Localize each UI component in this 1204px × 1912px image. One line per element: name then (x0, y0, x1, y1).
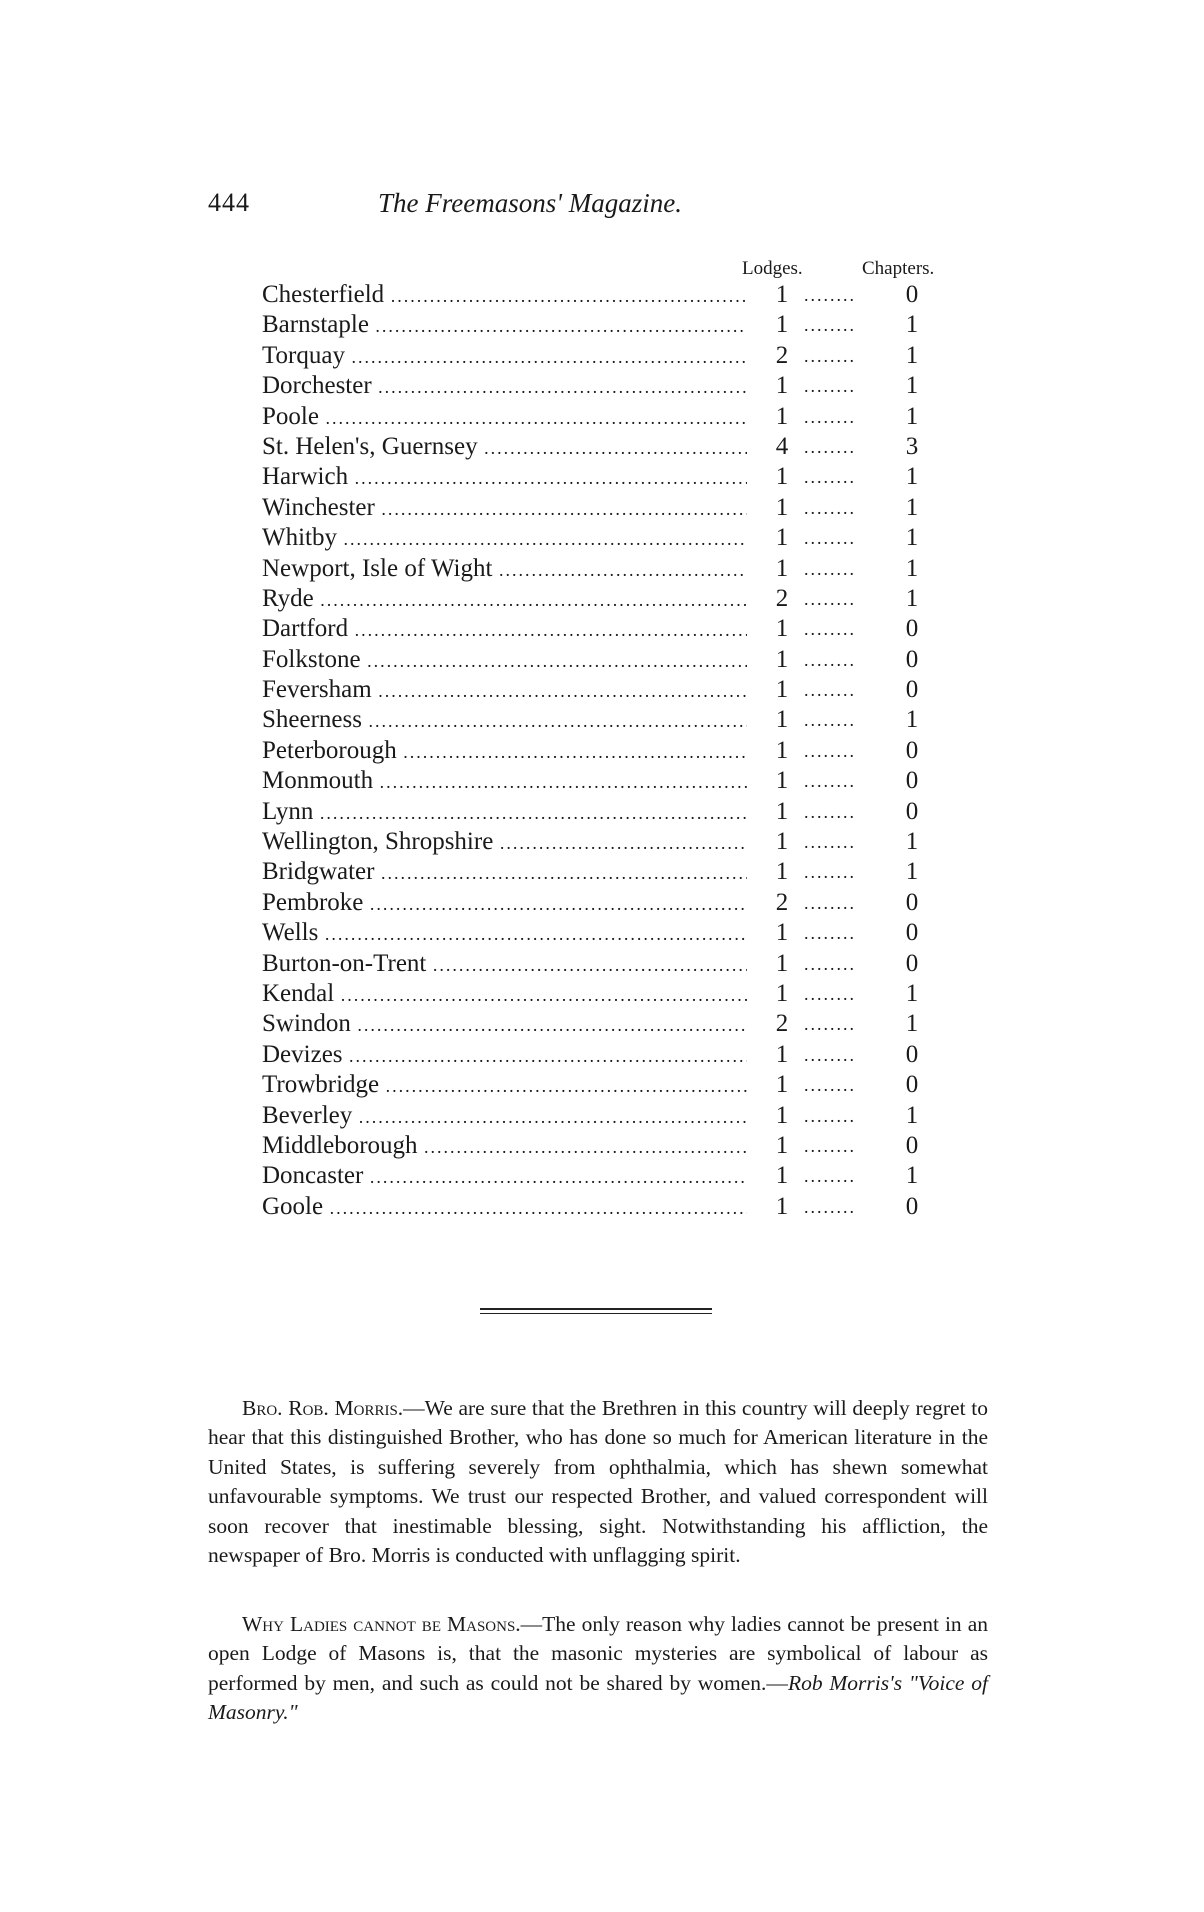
town-name: Monmouth ..... (262, 766, 747, 797)
chapters-count: 1 (905, 828, 919, 856)
leader-dots: ........ (804, 1196, 856, 1217)
town-name: Devizes ..... (262, 1040, 747, 1071)
chapters-count: 1 (905, 858, 919, 886)
table-row (262, 1009, 1002, 1039)
table-row (262, 645, 1002, 675)
table-row (262, 736, 1002, 766)
lodges-count: 1 (775, 615, 789, 643)
table-row (262, 1192, 1002, 1222)
town-name: Poole ..... (262, 402, 747, 433)
table-row (262, 857, 1002, 887)
town-name: Swindon ..... (262, 1009, 747, 1040)
table-row (262, 1131, 1002, 1161)
leader-dots: ........ (804, 436, 856, 457)
chapters-count: 0 (905, 1071, 919, 1099)
chapters-count: 0 (905, 645, 919, 673)
lodges-count: 1 (775, 281, 789, 308)
lodges-count: 1 (775, 645, 789, 673)
page-title: The Freemasons' Magazine. (378, 188, 682, 218)
leader-dots: ........ (804, 923, 856, 944)
chapters-count: 1 (905, 341, 919, 369)
lodges-count: 1 (775, 463, 789, 491)
article-rob-morris (208, 1394, 988, 1571)
lodges-count: 1 (775, 1131, 789, 1159)
lodges-count: 1 (775, 858, 789, 886)
leader-dots: ........ (804, 1014, 856, 1035)
chapters-count: 1 (905, 979, 919, 1007)
chapters-count: 1 (905, 706, 919, 734)
chapters-count: 0 (905, 797, 919, 825)
lodges-count: 1 (775, 828, 789, 856)
page-number: 444 (208, 188, 250, 217)
leader-dots: ........ (804, 467, 856, 488)
lodges-column-header: Lodges. (742, 258, 803, 279)
lodges-count: 4 (775, 432, 789, 460)
lodges-count: 2 (775, 1010, 789, 1038)
leader-dots: ........ (804, 710, 856, 731)
lodges-count: 1 (775, 949, 789, 977)
town-name: Goole ..... (262, 1192, 747, 1223)
town-name: Wellington, Shropshire ..... (262, 827, 747, 858)
lodges-count: 1 (775, 311, 789, 339)
leader-dots: ........ (804, 376, 856, 397)
town-name: Peterborough ..... (262, 736, 747, 767)
table-column-headers (730, 258, 1010, 280)
lodges-count: 1 (775, 919, 789, 947)
table-row (262, 554, 1002, 584)
section-divider-thin (480, 1313, 712, 1314)
lodges-count: 1 (775, 736, 789, 764)
table-row (262, 918, 1002, 948)
table-row (262, 584, 1002, 614)
table-row (262, 1161, 1002, 1191)
lodges-count: 1 (775, 554, 789, 582)
leader-dots: ........ (804, 862, 856, 883)
leader-dots: ........ (804, 497, 856, 518)
leader-dots: ........ (804, 801, 856, 822)
table-row (262, 523, 1002, 553)
article-source: Rob Morris's "Voice of Masonry." (208, 1670, 988, 1724)
chapters-count: 1 (905, 493, 919, 521)
chapters-count: 0 (905, 676, 919, 704)
table-row (262, 493, 1002, 523)
town-name: Newport, Isle of Wight ..... (262, 554, 747, 585)
lodges-count: 1 (775, 1192, 789, 1220)
leader-dots: ........ (804, 406, 856, 427)
town-name: Burton-on-Trent ..... (262, 949, 747, 980)
lodges-count: 1 (775, 1162, 789, 1190)
lodges-count: 1 (775, 372, 789, 400)
table-row (262, 614, 1002, 644)
chapters-count: 0 (905, 1192, 919, 1220)
lodges-count: 1 (775, 493, 789, 521)
lodges-count: 1 (775, 676, 789, 704)
table-row (262, 1070, 1002, 1100)
table-row (262, 1101, 1002, 1131)
leader-dots: ........ (804, 892, 856, 913)
chapters-count: 0 (905, 281, 919, 308)
table-row (262, 371, 1002, 401)
town-name: Torquay ..... (262, 341, 747, 372)
table-row (262, 797, 1002, 827)
chapters-count: 1 (905, 1162, 919, 1190)
leader-dots: ........ (804, 983, 856, 1004)
town-name: Whitby ..... (262, 523, 747, 554)
town-name: Middleborough ..... (262, 1131, 747, 1162)
table-row (262, 675, 1002, 705)
lodges-count: 1 (775, 1040, 789, 1068)
town-name: Trowbridge ..... (262, 1070, 747, 1101)
town-name: Ryde ..... (262, 584, 747, 615)
chapters-count: 0 (905, 1131, 919, 1159)
article-body: —The only reason why ladies cannot be present in an open Lodge of Masons is, that the masonic mysteries are symbolical of labour as performed by men, and such as could not be shared by women.— (208, 1611, 988, 1695)
table-row (262, 888, 1002, 918)
leader-dots: ........ (804, 740, 856, 761)
town-name: Barnstaple ..... (262, 310, 747, 341)
chapters-count: 0 (905, 736, 919, 764)
leader-dots: ........ (804, 315, 856, 336)
table-row (262, 341, 1002, 371)
chapters-count: 0 (905, 615, 919, 643)
chapters-count: 0 (905, 949, 919, 977)
chapters-count: 0 (905, 888, 919, 916)
town-name: Harwich ..... (262, 462, 747, 493)
town-name: Winchester ..... (262, 493, 747, 524)
town-name: St. Helen's, Guernsey ..... (262, 432, 747, 463)
lodges-count: 1 (775, 1101, 789, 1129)
article-heading: Why Ladies cannot be Masons. (242, 1611, 521, 1636)
lodges-count: 1 (775, 706, 789, 734)
table-row (262, 310, 1002, 340)
article-heading: Bro. Rob. Morris. (242, 1395, 404, 1420)
leader-dots: ........ (804, 1135, 856, 1156)
table-row (262, 432, 1002, 462)
table-row (262, 280, 1002, 310)
chapters-count: 1 (905, 554, 919, 582)
town-name: Pembroke ..... (262, 888, 747, 919)
lodges-count: 1 (775, 1071, 789, 1099)
leader-dots: ........ (804, 771, 856, 792)
lodges-count: 1 (775, 979, 789, 1007)
chapters-count: 0 (905, 1040, 919, 1068)
leader-dots: ........ (804, 649, 856, 670)
chapters-count: 1 (905, 372, 919, 400)
leader-dots: ........ (804, 1075, 856, 1096)
town-name: Chesterfield ..... (262, 280, 747, 311)
table-row (262, 827, 1002, 857)
town-name: Sheerness ..... (262, 705, 747, 736)
table-row (262, 766, 1002, 796)
leader-dots: ........ (804, 528, 856, 549)
chapters-count: 1 (905, 524, 919, 552)
town-name: Dartford ..... (262, 614, 747, 645)
chapters-count: 1 (905, 584, 919, 612)
chapters-count: 1 (905, 402, 919, 430)
chapters-count: 1 (905, 1101, 919, 1129)
leader-dots: ........ (804, 832, 856, 853)
page-header (208, 188, 988, 224)
lodges-count: 2 (775, 341, 789, 369)
leader-dots: ........ (804, 619, 856, 640)
leader-dots: ........ (804, 953, 856, 974)
section-divider (480, 1308, 712, 1310)
lodges-count: 1 (775, 797, 789, 825)
leader-dots: ........ (804, 1105, 856, 1126)
town-name: Dorchester ..... (262, 371, 747, 402)
table-row (262, 462, 1002, 492)
chapters-count: 1 (905, 463, 919, 491)
leader-dots: ........ (804, 680, 856, 701)
chapters-count: 0 (905, 767, 919, 795)
table-row (262, 979, 1002, 1009)
lodges-count: 2 (775, 584, 789, 612)
lodges-count: 1 (775, 524, 789, 552)
leader-dots: ........ (804, 285, 856, 305)
leader-dots: ........ (804, 588, 856, 609)
article-ladies-masons (208, 1610, 988, 1728)
town-name: Bridgwater ..... (262, 857, 747, 888)
lodges-count: 1 (775, 767, 789, 795)
chapters-count: 3 (905, 432, 919, 460)
town-name: Folkstone ..... (262, 645, 747, 676)
table-row (262, 402, 1002, 432)
table-row (262, 949, 1002, 979)
leader-dots: ........ (804, 558, 856, 579)
town-name: Lynn ..... (262, 797, 747, 828)
table-row (262, 705, 1002, 735)
town-name: Doncaster ..... (262, 1161, 747, 1192)
leader-dots: ........ (804, 1166, 856, 1187)
article-body: —We are sure that the Brethren in this country will deeply regret to hear that this distinguished Brother, who has done so much for American literature in the United States, is suffering severely from ophthalmia, which has shewn somewhat unfavourable symptoms. We trust our respected Brother, and valued correspondent will soon recover that inestimable blessing, sight. Notwithstanding his affliction, the newspaper of Bro. Morris is conducted with unflagging spirit. (208, 1395, 988, 1567)
town-name: Wells ..... (262, 918, 747, 949)
lodges-count: 2 (775, 888, 789, 916)
leader-dots: ........ (804, 345, 856, 366)
chapters-column-header: Chapters. (862, 258, 935, 279)
chapters-count: 0 (905, 919, 919, 947)
town-name: Feversham ..... (262, 675, 747, 706)
lodges-chapters-table (262, 280, 1002, 1222)
town-name: Kendal ..... (262, 979, 747, 1010)
chapters-count: 1 (905, 311, 919, 339)
town-name: Beverley ..... (262, 1101, 747, 1132)
chapters-count: 1 (905, 1010, 919, 1038)
table-row (262, 1040, 1002, 1070)
lodges-count: 1 (775, 402, 789, 430)
leader-dots: ........ (804, 1044, 856, 1065)
